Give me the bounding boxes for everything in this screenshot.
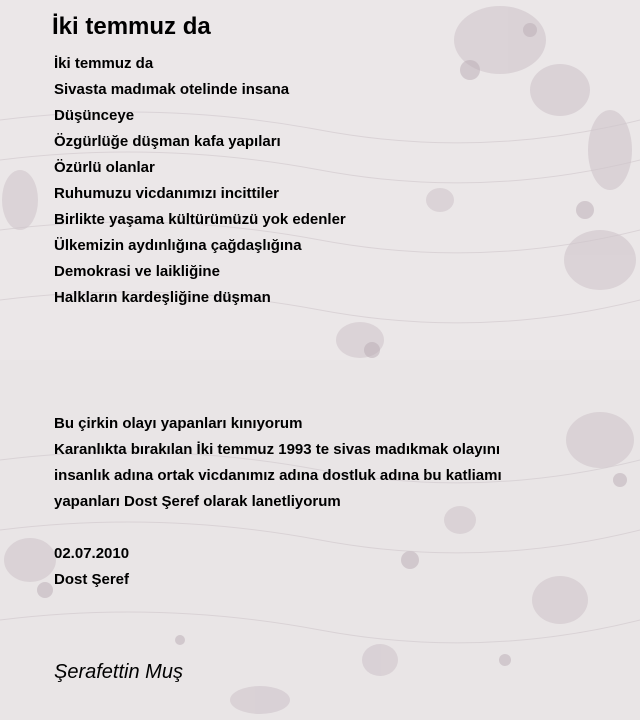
poem-title: İki temmuz da: [52, 13, 211, 40]
poem-line: Özgürlüğe düşman kafa yapıları: [54, 133, 281, 150]
poem-line: Düşünceye: [54, 107, 135, 124]
poem-line: Ruhumuzu vicdanımızı incittiler: [54, 185, 280, 202]
poem-line: Karanlıkta bırakılan İki temmuz 1993 te sivas madıkmak olayını: [54, 441, 501, 458]
poem-signature-block: [54, 541, 129, 593]
poem-line: Halkların kardeşliğine düşman: [54, 289, 271, 306]
poem-line: Demokrasi ve laikliğine: [54, 263, 220, 280]
poem-line: Ülkemizin aydınlığına çağdaşlığına: [54, 237, 302, 254]
poem-line: yapanları Dost Şeref olarak lanetliyorum: [54, 493, 341, 510]
poem-line: insanlık adına ortak vicdanımız adına dostluk adına bu katliamı: [54, 467, 502, 484]
poem-line: Özürlü olanlar: [54, 159, 155, 176]
poem-line: Birlikte yaşama kültürümüzü yok edenler: [54, 211, 346, 228]
poem-line: İki temmuz da: [54, 55, 154, 72]
poem-line: Bu çirkin olayı yapanları kınıyorum: [54, 415, 303, 432]
poem-stanza-1: [54, 51, 346, 311]
poem-date: 02.07.2010: [54, 545, 130, 562]
poem-line: Sivasta madımak otelinde insana: [54, 81, 290, 98]
poem-signoff: Dost Şeref: [54, 571, 130, 588]
poem-author: Şerafettin Muş: [54, 661, 183, 683]
poem-stanza-2: [54, 411, 502, 515]
